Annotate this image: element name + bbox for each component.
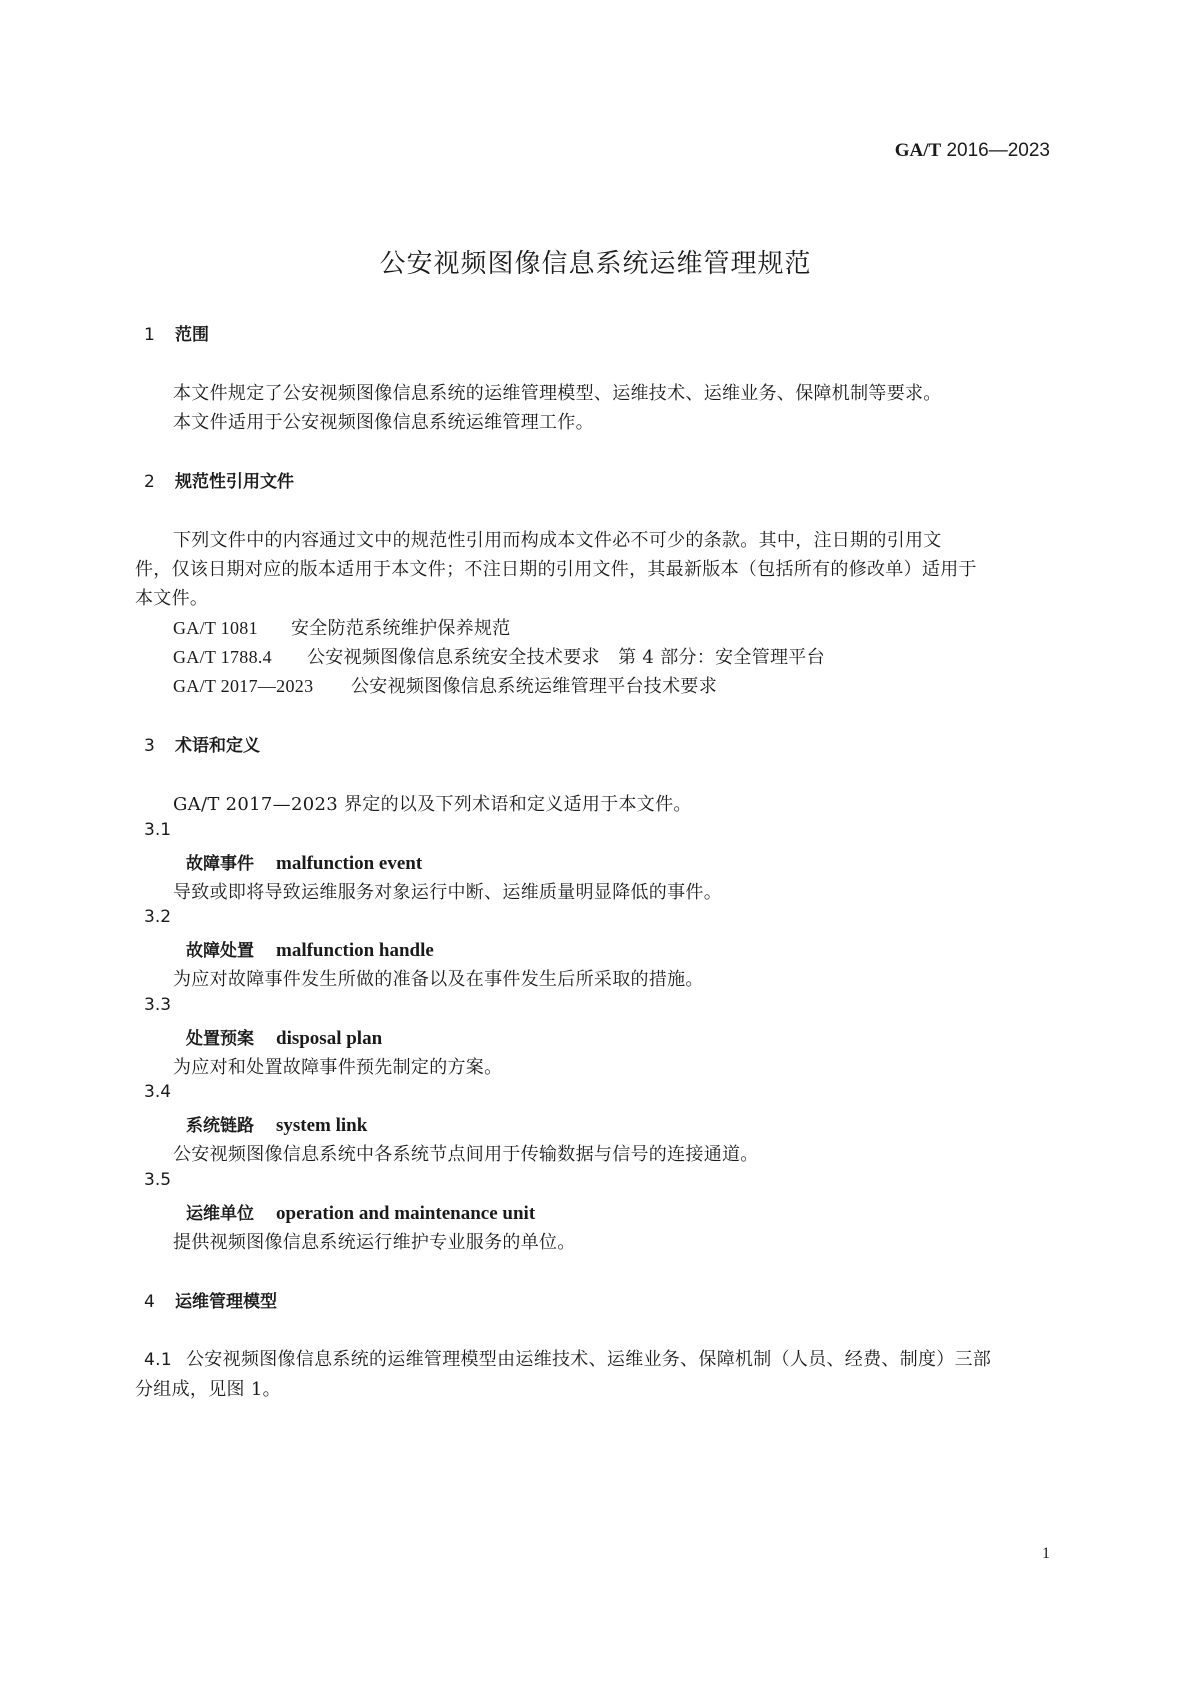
section-title: 范围 xyxy=(175,325,209,345)
reference-title: 公安视频图像信息系统安全技术要求 第 4 部分：安全管理平台 xyxy=(307,647,825,668)
paragraph: 本文件规定了公安视频图像信息系统的运维管理模型、运维技术、运维业务、保障机制等要求。 xyxy=(173,383,942,404)
standard-number xyxy=(895,140,1050,162)
terms-intro: GA/T 2017—2023 界定的以及下列术语和定义适用于本文件。 xyxy=(173,794,692,815)
paragraph-line: 本文件。 xyxy=(135,588,209,609)
section-4-heading xyxy=(144,1287,277,1312)
term-zh: 运维单位 xyxy=(186,1204,254,1224)
paragraph-line: 分组成，见图 1。 xyxy=(135,1379,281,1400)
clause-number: 4.1 xyxy=(144,1350,172,1370)
paragraph: 本文件适用于公安视频图像信息系统运维管理工作。 xyxy=(173,412,594,433)
term-heading xyxy=(186,1024,382,1050)
term-definition: 公安视频图像信息系统中各系统节点间用于传输数据与信号的连接通道。 xyxy=(173,1144,759,1165)
term-definition: 提供视频图像信息系统运行维护专业服务的单位。 xyxy=(173,1232,576,1253)
term-zh: 系统链路 xyxy=(186,1116,254,1136)
reference-title: 安全防范系统维护保养规范 xyxy=(291,618,511,639)
term-definition: 导致或即将导致运维服务对象运行中断、运维质量明显降低的事件。 xyxy=(173,882,722,903)
term-number: 3.2 xyxy=(144,907,172,927)
section-number: 2 xyxy=(144,472,155,492)
term-heading xyxy=(186,1199,535,1225)
reference-code: GA/T 1788.4 xyxy=(173,647,272,667)
term-number: 3.5 xyxy=(144,1170,172,1190)
reference-code: GA/T 2017—2023 xyxy=(173,676,314,696)
term-en: operation and maintenance unit xyxy=(276,1203,536,1224)
section-3-heading xyxy=(144,731,260,756)
term-heading xyxy=(186,849,422,875)
section-1-heading xyxy=(144,320,209,345)
section-title: 规范性引用文件 xyxy=(175,472,294,492)
term-en: malfunction event xyxy=(276,853,423,874)
reference-item xyxy=(173,643,825,669)
reference-code: GA/T 1081 xyxy=(173,618,258,638)
reference-item xyxy=(173,614,511,640)
section-title: 运维管理模型 xyxy=(175,1292,277,1312)
term-definition: 为应对故障事件发生所做的准备以及在事件发生后所采取的措施。 xyxy=(173,969,704,990)
term-en: disposal plan xyxy=(276,1028,383,1049)
standard-year: 2016—2023 xyxy=(946,140,1050,161)
term-zh: 故障事件 xyxy=(186,854,254,874)
clause-text: 公安视频图像信息系统的运维管理模型由运维技术、运维业务、保障机制（人员、经费、制度）三部 xyxy=(186,1349,992,1370)
term-number: 3.3 xyxy=(144,995,172,1015)
reference-item xyxy=(173,672,717,698)
paragraph-line: 下列文件中的内容通过文中的规范性引用而构成本文件必不可少的条款。其中，注日期的引用文 xyxy=(173,530,942,551)
page-number: 1 xyxy=(1042,1545,1050,1562)
term-zh: 故障处置 xyxy=(186,941,254,961)
document-title: 公安视频图像信息系统运维管理规范 xyxy=(379,249,812,279)
term-number: 3.1 xyxy=(144,820,172,840)
paragraph-line: 件，仅该日期对应的版本适用于本文件；不注日期的引用文件，其最新版本（包括所有的修改单）适用于 xyxy=(135,559,977,580)
section-title: 术语和定义 xyxy=(175,736,260,756)
term-heading xyxy=(186,936,434,962)
reference-title: 公安视频图像信息系统运维管理平台技术要求 xyxy=(351,676,717,697)
term-number: 3.4 xyxy=(144,1082,172,1102)
term-zh: 处置预案 xyxy=(186,1029,254,1049)
term-heading xyxy=(186,1111,367,1137)
section-number: 3 xyxy=(144,736,155,756)
standard-prefix: GA/T xyxy=(894,140,942,161)
section-number: 1 xyxy=(144,325,155,345)
paragraph-line xyxy=(144,1345,991,1371)
term-en: system link xyxy=(276,1115,368,1136)
term-en: malfunction handle xyxy=(276,940,434,961)
section-number: 4 xyxy=(144,1292,155,1312)
term-definition: 为应对和处置故障事件预先制定的方案。 xyxy=(173,1057,503,1078)
section-2-heading xyxy=(144,467,294,492)
